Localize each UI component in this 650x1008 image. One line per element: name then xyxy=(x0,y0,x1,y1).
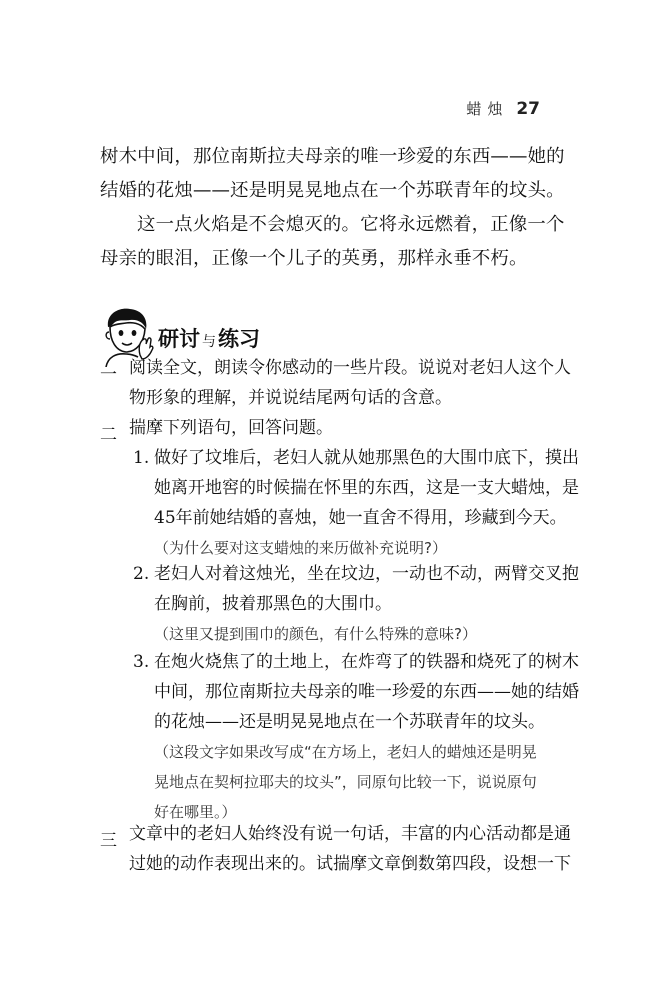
question-3-text xyxy=(129,819,571,879)
question-1-text xyxy=(129,353,571,413)
header-title: 蜡烛 xyxy=(466,100,509,118)
text-line: 中间，那位南斯拉夫母亲的唯一珍爱的东西——她的结婚 xyxy=(154,682,579,702)
text-line: 揣摩下列语句，回答问题。 xyxy=(129,418,333,438)
question-number-1: 一 xyxy=(100,365,117,385)
text-line: 在炮火烧焦了的土地上，在炸弯了的铁器和烧死了的树木 xyxy=(154,652,579,672)
subitem-number: 3. xyxy=(133,652,150,672)
subitem-note: （这里又提到围巾的颜色，有什么特殊的意味?） xyxy=(154,625,477,643)
text-line: 老妇人对着这烛光，坐在坟边，一动也不动，两臂交叉抱 xyxy=(154,564,579,584)
question-number-3: 三 xyxy=(100,831,117,851)
text-line: 这一点火焰是不会熄灭的。它将永远燃着，正像一个 xyxy=(137,214,565,235)
subitem-note: （这段文字如果改写成“在方场上，老妇人的蜡烛还是明晃 xyxy=(154,743,537,761)
subitem-number: 2. xyxy=(133,564,150,584)
text-line: 45年前她结婚的喜烛，她一直舍不得用，珍藏到今天。 xyxy=(154,508,567,528)
text-line: 的花烛——还是明晃晃地点在一个苏联青年的坟头。 xyxy=(154,712,545,732)
exercise-title-connector: 与 xyxy=(202,334,216,350)
page-number: 27 xyxy=(516,99,540,119)
subitem-2 xyxy=(133,559,579,649)
text-line: 在胸前，披着那黑色的大围巾。 xyxy=(154,594,392,614)
exercise-title-a: 研讨 xyxy=(158,327,200,351)
subitem-3 xyxy=(133,647,579,827)
text-line: 文章中的老妇人始终没有说一句话，丰富的内心活动都是通 xyxy=(129,824,571,844)
subitem-note: 好在哪里。） xyxy=(154,803,237,821)
subitem-note: （为什么要对这支蜡烛的来历做补充说明?） xyxy=(154,539,447,557)
exercise-title-b: 练习 xyxy=(218,327,260,351)
question-number-2: 二 xyxy=(100,425,117,445)
running-header xyxy=(466,98,540,119)
subitem-number: 1. xyxy=(133,448,150,468)
text-line: 阅读全文，朗读令你感动的一些片段。说说对老妇人这个人 xyxy=(129,358,571,378)
body-paragraph-1 xyxy=(100,140,565,208)
text-line: 过她的动作表现出来的。试揣摩文章倒数第四段，设想一下 xyxy=(129,854,571,874)
text-line: 结婚的花烛——还是明晃晃地点在一个苏联青年的坟头。 xyxy=(100,180,565,201)
subitem-1 xyxy=(133,443,579,563)
subitem-note: 晃地点在契柯拉耶夫的坟头”，同原句比较一下，说说原句 xyxy=(154,773,537,791)
text-line: 物形象的理解，并说说结尾两句话的含意。 xyxy=(129,388,452,408)
text-line: 树木中间，那位南斯拉夫母亲的唯一珍爱的东西——她的 xyxy=(100,146,565,167)
text-line: 做好了坟堆后，老妇人就从她那黑色的大围巾底下，摸出 xyxy=(154,448,579,468)
question-2-text xyxy=(129,413,559,443)
text-line: 她离开地窖的时候揣在怀里的东西，这是一支大蜡烛，是 xyxy=(154,478,579,498)
body-paragraph-2 xyxy=(100,208,565,276)
text-line: 母亲的眼泪，正像一个儿子的英勇，那样永垂不朽。 xyxy=(100,248,528,269)
exercise-title xyxy=(158,323,260,353)
